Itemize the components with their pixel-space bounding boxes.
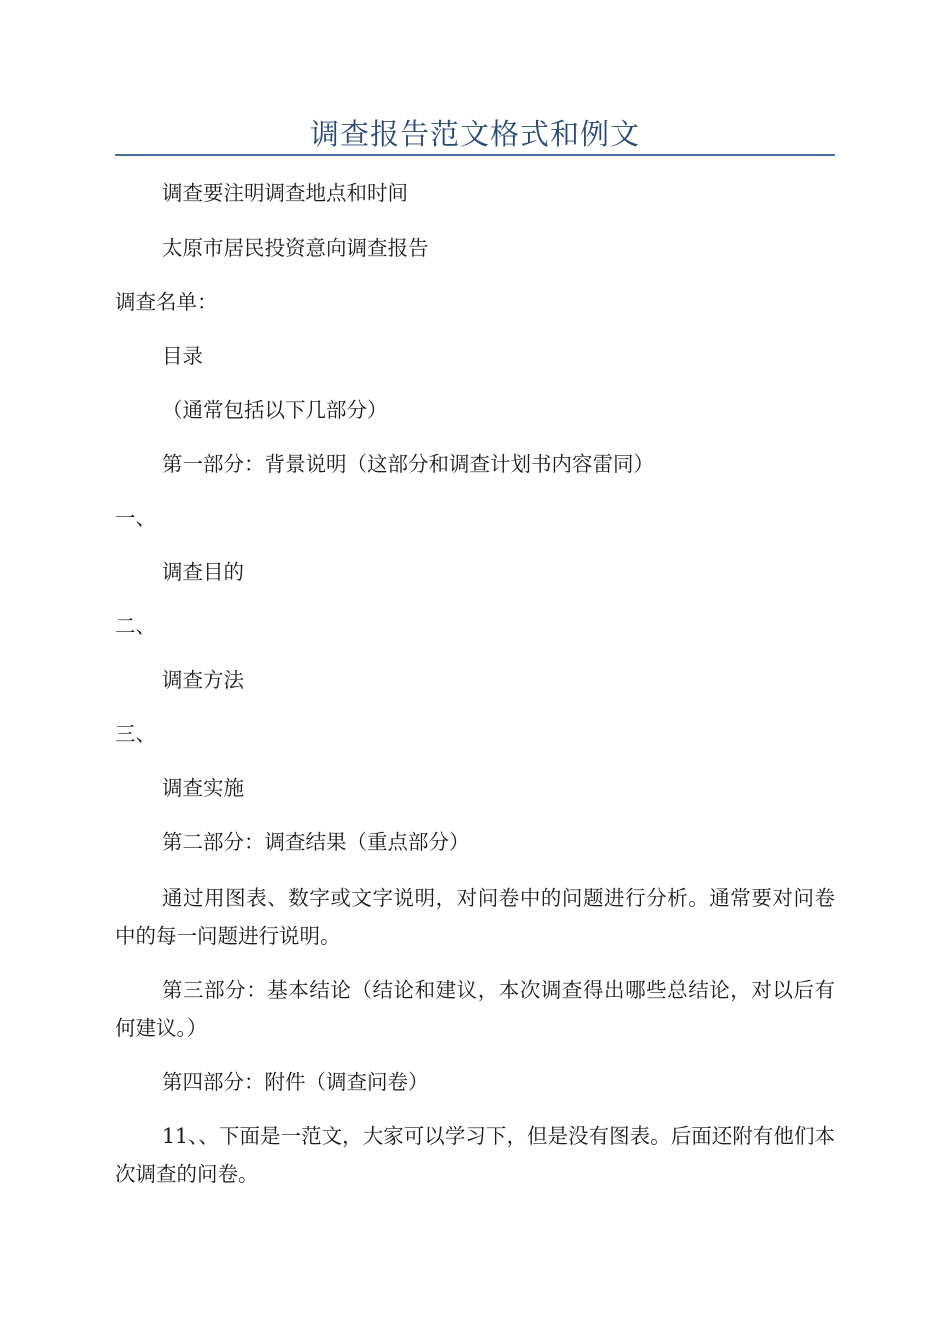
survey-purpose-line: 调查目的: [162, 560, 244, 584]
toc-heading-line: 目录: [162, 344, 203, 368]
part-one-line: 第一部分：背景说明（这部分和调查计划书内容雷同）: [162, 452, 654, 476]
part-four-paragraph: 第四部分：附件（调查问卷）: [162, 1070, 429, 1094]
survey-method-line: 调查方法: [162, 668, 244, 692]
toc-note-line: （通常包括以下几部分）: [162, 398, 388, 422]
results-paragraph: 通过用图表、数字或文字说明，对问卷中的问题进行分析。通常要对问卷中的每一问题进行说明。: [115, 886, 835, 948]
report-subtitle-line: 太原市居民投资意向调查报告: [162, 236, 429, 260]
section-two-marker: 二、: [115, 614, 156, 638]
document-title: 调查报告范文格式和例文: [309, 117, 640, 151]
title-underline: [115, 154, 835, 156]
survey-implementation-line: 调查实施: [162, 776, 244, 800]
section-three-marker: 三、: [115, 722, 156, 746]
section-one-marker: 一、: [115, 506, 156, 530]
part-three-paragraph: 第三部分：基本结论（结论和建议，本次调查得出哪些总结论，对以后有何建议。）: [115, 978, 835, 1040]
survey-list-line: 调查名单：: [115, 290, 218, 314]
sample-intro-paragraph: 11、、下面是一范文，大家可以学习下，但是没有图表。后面还附有他们本次调查的问卷。: [115, 1124, 835, 1186]
part-two-line: 第二部分：调查结果（重点部分）: [162, 830, 470, 854]
survey-note-line: 调查要注明调查地点和时间: [162, 181, 408, 205]
